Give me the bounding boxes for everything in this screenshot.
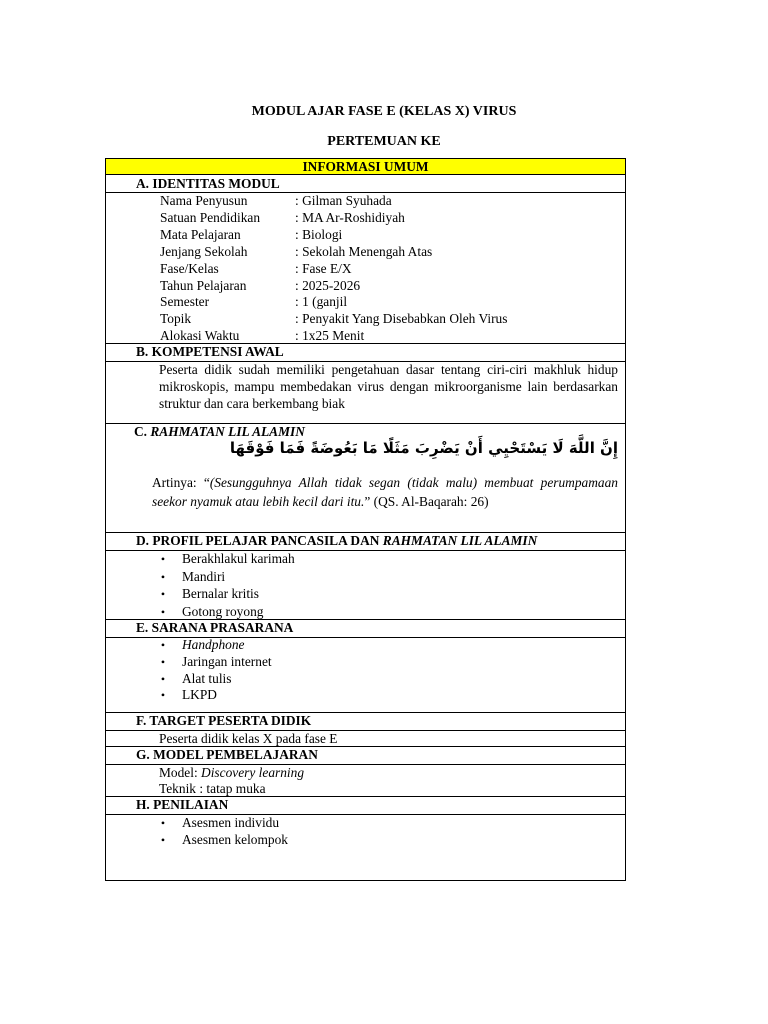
bullet-icon: •	[160, 552, 166, 566]
section-f-heading: F. TARGET PESERTA DIDIK	[136, 713, 312, 728]
identitas-value: : 2025-2026	[295, 278, 361, 293]
bullet-icon: •	[160, 605, 166, 619]
section-e-heading: E. SARANA PRASARANA	[136, 620, 294, 635]
list-item: Alat tulis	[182, 671, 232, 686]
artinya-text	[152, 473, 618, 511]
bullet-icon: •	[160, 655, 166, 669]
list-item: Jaringan internet	[182, 654, 272, 669]
section-d-prefix: D. PROFIL PELAJAR PANCASILA DAN	[136, 533, 383, 548]
list-item: Mandiri	[182, 569, 226, 584]
bullet-icon: •	[160, 688, 166, 702]
artinya-translation: (Sesungguhnya Allah tidak segan (tidak malu) membuat perumpamaan seekor nyamuk atau lebih kecil dari itu.	[152, 475, 618, 509]
list-item: Asesmen individu	[182, 815, 280, 830]
section-a-heading: A. IDENTITAS MODUL	[136, 176, 280, 191]
identitas-value: : 1 (ganjil	[295, 294, 348, 309]
identitas-value: : MA Ar-Roshidiyah	[295, 210, 405, 225]
identitas-value: : Fase E/X	[295, 261, 352, 276]
info-header: INFORMASI UMUM	[106, 159, 625, 174]
bullet-icon: •	[160, 570, 166, 584]
model-label: Model:	[159, 765, 202, 780]
quran-verse-arabic: إِنَّ اللَّهَ لَا يَسْتَحْيِي أَنْ يَضْرِبَ مَثَلًا مَا بَعُوضَةً فَمَا فَوْقَهَا	[229, 439, 618, 457]
identitas-label: Alokasi Waktu	[160, 328, 240, 343]
section-b-heading: B. KOMPETENSI AWAL	[136, 344, 284, 359]
bullet-icon: •	[160, 672, 166, 686]
teknik-text: Teknik : tatap muka	[159, 781, 266, 796]
row-divider	[105, 174, 626, 175]
section-d-title: RAHMATAN LIL ALAMIN	[382, 533, 538, 548]
identitas-label: Fase/Kelas	[160, 261, 219, 276]
target-text: Peserta didik kelas X pada fase E	[159, 731, 338, 746]
kompetensi-awal-text: Peserta didik sudah memiliki pengetahuan dasar tentang ciri-ciri makhluk hidup mikroskopis, mampu membedakan virus dengan mikroorganisme lain berdasarkan struktur dan cara berkembang biak	[159, 362, 618, 411]
section-g-heading: G. MODEL PEMBELAJARAN	[136, 747, 318, 762]
section-d-heading	[136, 533, 537, 549]
bullet-icon: •	[160, 833, 166, 847]
list-item: Asesmen kelompok	[182, 832, 288, 847]
list-item: Bernalar kritis	[182, 586, 259, 601]
artinya-label: Artinya: “	[152, 475, 210, 490]
section-h-heading: H. PENILAIAN	[136, 797, 229, 812]
identitas-label: Topik	[160, 311, 192, 326]
list-item: Gotong royong	[182, 604, 264, 619]
identitas-value: : Sekolah Menengah Atas	[295, 244, 433, 259]
document-title: MODUL AJAR FASE E (KELAS X) VIRUS	[251, 104, 517, 119]
section-c-title: RAHMATAN LIL ALAMIN	[150, 424, 305, 439]
artinya-reference: ” (QS. Al-Baqarah: 26)	[364, 494, 489, 509]
identitas-label: Nama Penyusun	[160, 193, 248, 208]
identitas-label: Mata Pelajaran	[160, 227, 241, 242]
identitas-value: : Penyakit Yang Disebabkan Oleh Virus	[295, 311, 508, 326]
bullet-icon: •	[160, 587, 166, 601]
bullet-icon: •	[160, 816, 166, 830]
model-text	[159, 765, 304, 781]
identitas-label: Jenjang Sekolah	[160, 244, 248, 259]
document-subtitle: PERTEMUAN KE	[327, 134, 441, 149]
model-value: Discovery learning	[201, 765, 305, 780]
list-item: LKPD	[182, 687, 217, 702]
section-c-prefix: C.	[134, 424, 151, 439]
list-item: Berakhlakul karimah	[182, 551, 295, 566]
identitas-label: Tahun Pelajaran	[160, 278, 247, 293]
identitas-label: Semester	[160, 294, 210, 309]
list-item: Handphone	[182, 637, 245, 652]
identitas-value: : 1x25 Menit	[295, 328, 365, 343]
identitas-value: : Biologi	[295, 227, 343, 242]
identitas-value: : Gilman Syuhada	[295, 193, 392, 208]
identitas-label: Satuan Pendidikan	[160, 210, 261, 225]
bullet-icon: •	[160, 638, 166, 652]
